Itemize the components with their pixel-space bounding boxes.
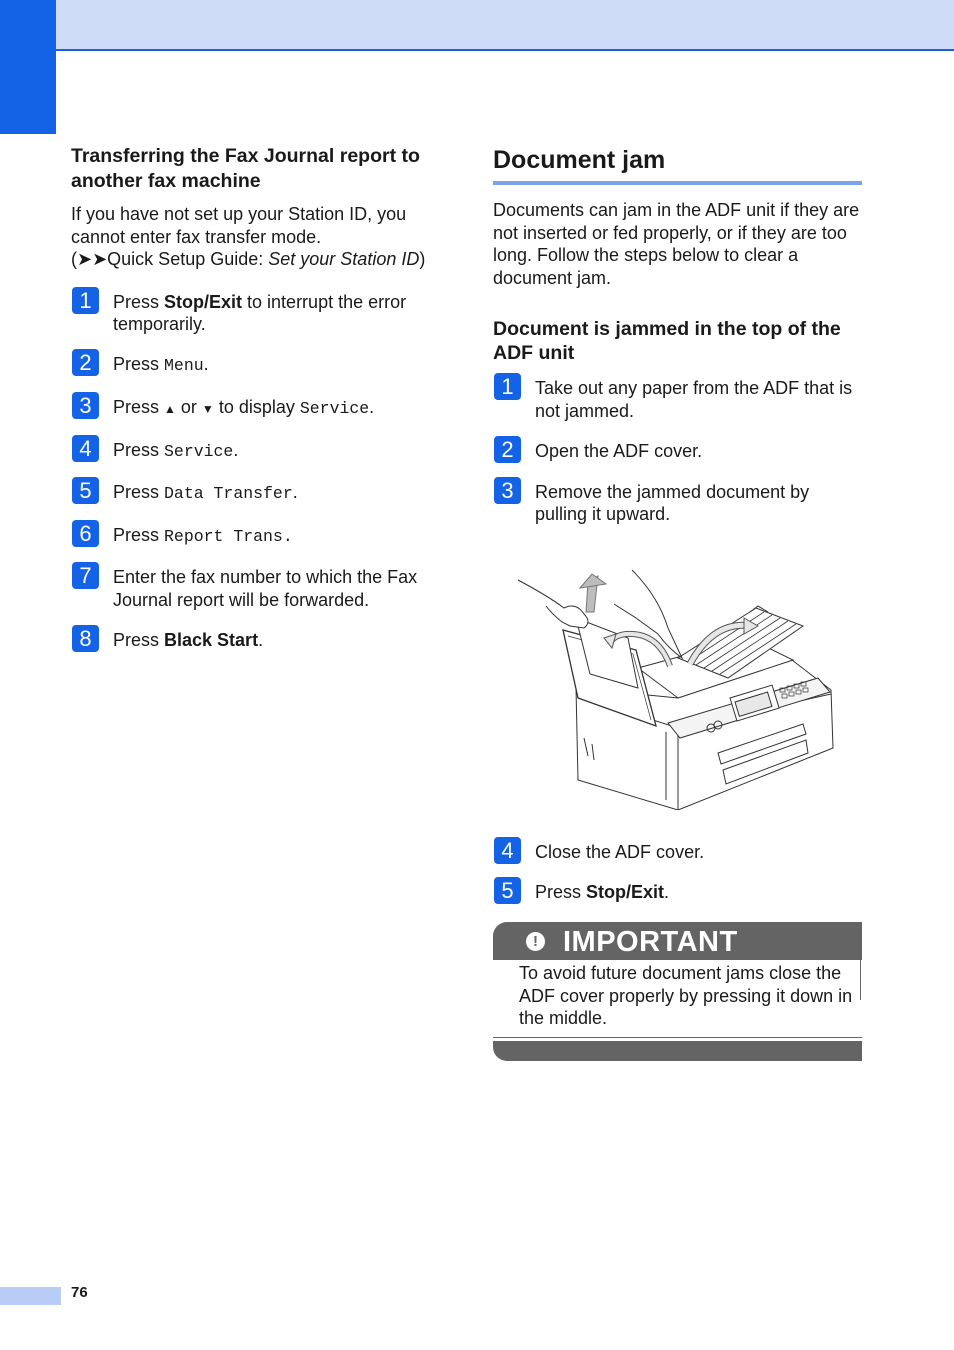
step-number: 5 xyxy=(72,477,99,504)
step-5: 5 Press Data Transfer. xyxy=(71,481,443,506)
step-number: 8 xyxy=(72,625,99,652)
data-transfer-label: Data Transfer xyxy=(164,484,293,503)
service-label: Service xyxy=(164,441,234,461)
section-heading: Transferring the Fax Journal report to another fax machine xyxy=(71,145,420,192)
up-arrow-icon: ▲ xyxy=(164,402,176,416)
intro-text: If you have not set up your Station ID, you cannot enter fax transfer mode. (➤➤Quick Setup Guide: Set your Station ID) xyxy=(71,204,426,269)
report-trans-label: Report Trans. xyxy=(164,526,293,546)
menu-label: Menu xyxy=(164,355,204,375)
step-number: 6 xyxy=(72,520,99,547)
header-band xyxy=(0,0,954,51)
step-number: 1 xyxy=(72,287,99,314)
page-number: 76 xyxy=(71,1284,88,1301)
step-number: 4 xyxy=(72,435,99,462)
step-number: 5 xyxy=(494,877,521,904)
step-3: 3 Remove the jammed document by pulling it upward. xyxy=(493,481,862,526)
page-title: Document jam xyxy=(493,144,862,185)
step-1: 1 Take out any paper from the ADF that is not jammed. xyxy=(493,377,862,422)
step-number: 7 xyxy=(72,562,99,589)
important-title: IMPORTANT xyxy=(563,926,738,958)
step-8: 8 Press Black Start. xyxy=(71,629,443,652)
step-4: 4 Press Service. xyxy=(71,439,443,464)
key-stop-exit: Stop/Exit xyxy=(586,882,665,902)
section-heading: Document is jammed in the top of the ADF unit xyxy=(493,318,841,364)
key-stop-exit: Stop/Exit xyxy=(164,291,243,312)
service-label: Service xyxy=(299,399,370,418)
step-number: 2 xyxy=(494,436,521,463)
step-2: 2 Press Menu. xyxy=(71,353,443,378)
important-text: To avoid future document jams close the ADF cover properly by pressing it down in the middle. xyxy=(519,963,853,1028)
important-footer xyxy=(493,1041,862,1061)
step-number: 3 xyxy=(494,477,521,504)
chapter-tab xyxy=(0,0,56,134)
step-1: 1 Press Stop/Exit to interrupt the error temporarily. xyxy=(71,291,443,336)
intro-text: Documents can jam in the ADF unit if they are not inserted or fed properly, or if they are too long. Follow the steps below to clear a document jam. xyxy=(493,200,860,288)
left-column xyxy=(71,144,443,652)
adf-illustration xyxy=(518,548,834,810)
step-4: 4 Close the ADF cover. xyxy=(493,841,862,864)
double-arrow-icon: ➤➤ xyxy=(77,249,108,269)
step-2: 2 Open the ADF cover. xyxy=(493,440,862,463)
step-7: 7 Enter the fax number to which the Fax Journal report will be forwarded. xyxy=(71,566,443,611)
important-border xyxy=(860,960,861,1000)
down-arrow-icon: ▼ xyxy=(201,402,214,416)
step-6: 6 Press Report Trans. xyxy=(71,524,443,549)
key-black-start: Black Start xyxy=(164,630,259,650)
step-number: 3 xyxy=(72,392,99,419)
step-number: 4 xyxy=(494,837,521,864)
important-header xyxy=(493,922,862,960)
step-number: 2 xyxy=(72,349,99,376)
important-divider xyxy=(493,1037,862,1038)
reference-link: (➤➤Quick Setup Guide: Set your Station ID) xyxy=(71,249,426,269)
exclamation-icon: ! xyxy=(526,932,545,951)
step-3: 3 Press ▲ or ▼ to display Service. xyxy=(71,396,443,421)
step-5: 5 Press Stop/Exit. xyxy=(493,881,862,904)
page-number-tab xyxy=(0,1287,61,1305)
step-number: 1 xyxy=(494,373,521,400)
